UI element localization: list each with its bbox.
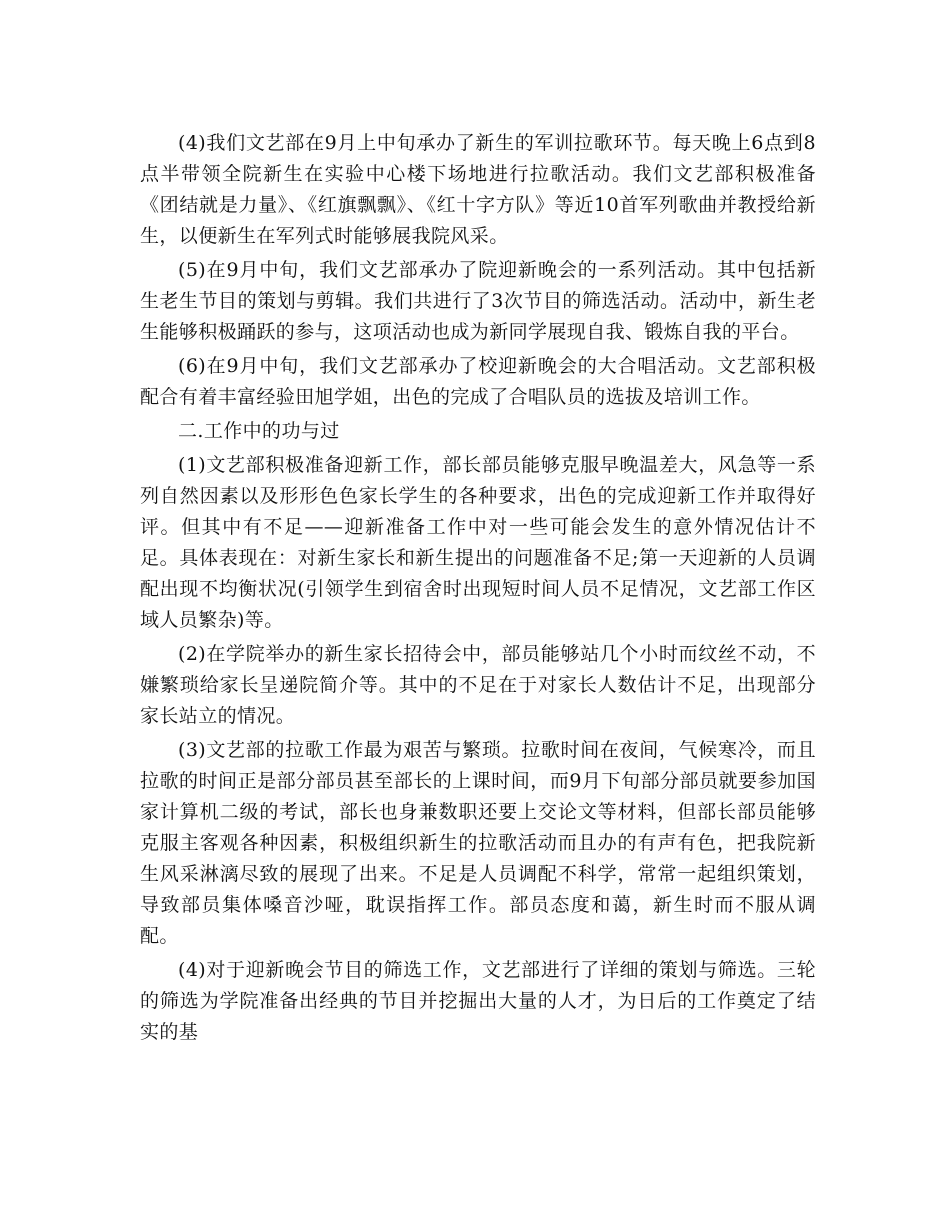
- paragraph-1-welcome-work: (1)文艺部积极准备迎新工作，部长部员能够克服早晚温差大，风急等一系列自然因素以及形形色色家长学生的各种要求，出色的完成迎新工作并取得好评。但其中有不足——迎新准备工作中对一些可能会发生的意外情况估计不足。具体表现在：对新生家长和新生提出的问题准备不足;第一天迎新的人员调配出现不均衡状况(引领学生到宿舍时出现短时间人员不足情况，文艺部工作区域人员繁杂)等。: [140, 454, 816, 631]
- paragraph-4-military-song: (4)我们文艺部在9月上中旬承办了新生的军训拉歌环节。每天晚上6点到8点半带领全院新生在实验中心楼下场地进行拉歌活动。我们文艺部积极准备《团结就是力量》、《红旗飘飘》、《红十字方队》等近10首军列歌曲并教授给新生，以便新生在军列式时能够展我院风采。: [140, 132, 816, 247]
- paragraph-2-parents-reception: (2)在学院举办的新生家长招待会中，部员能够站几个小时而纹丝不动，不嫌繁琐给家长呈递院简介等。其中的不足在于对家长人数估计不足，出现部分家长站立的情况。: [140, 643, 816, 727]
- paragraph-4-program-selection: (4)对于迎新晚会节目的筛选工作，文艺部进行了详细的策划与筛选。三轮的筛选为学院准备出经典的节目并挖掘出大量的人才，为日后的工作奠定了结实的基: [140, 959, 816, 1043]
- paragraph-5-college-gala: (5)在9月中旬，我们文艺部承办了院迎新晚会的一系列活动。其中包括新生老生节目的策划与剪辑。我们共进行了3次节目的筛选活动。活动中，新生老生能够积极踊跃的参与，这项活动也成为新同学展现自我、锻炼自我的平台。: [140, 259, 816, 343]
- document-body: [140, 128, 816, 1051]
- paragraph-6-school-chorus: (6)在9月中旬，我们文艺部承办了校迎新晚会的大合唱活动。文艺部积极配合有着丰富经验田旭学姐，出色的完成了合唱队员的选拔及培训工作。: [140, 355, 816, 408]
- section-heading-merits-faults: 二.工作中的功与过: [178, 420, 340, 442]
- paragraph-3-song-work: (3)文艺部的拉歌工作最为艰苦与繁琐。拉歌时间在夜间，气候寒冷，而且拉歌的时间正是部分部员甚至部长的上课时间，而9月下旬部分部员就要参加国家计算机二级的考试，部长也身兼数职还要上交论文等材料，但部长部员能够克服主客观各种因素，积极组织新生的拉歌活动而且办的有声有色，把我院新生风采淋漓尽致的展现了出来。不足是人员调配不科学，常常一起组织策划，导致部员集体嗓音沙哑，耽误指挥工作。部员态度和蔼，新生时而不服从调配。: [140, 739, 816, 947]
